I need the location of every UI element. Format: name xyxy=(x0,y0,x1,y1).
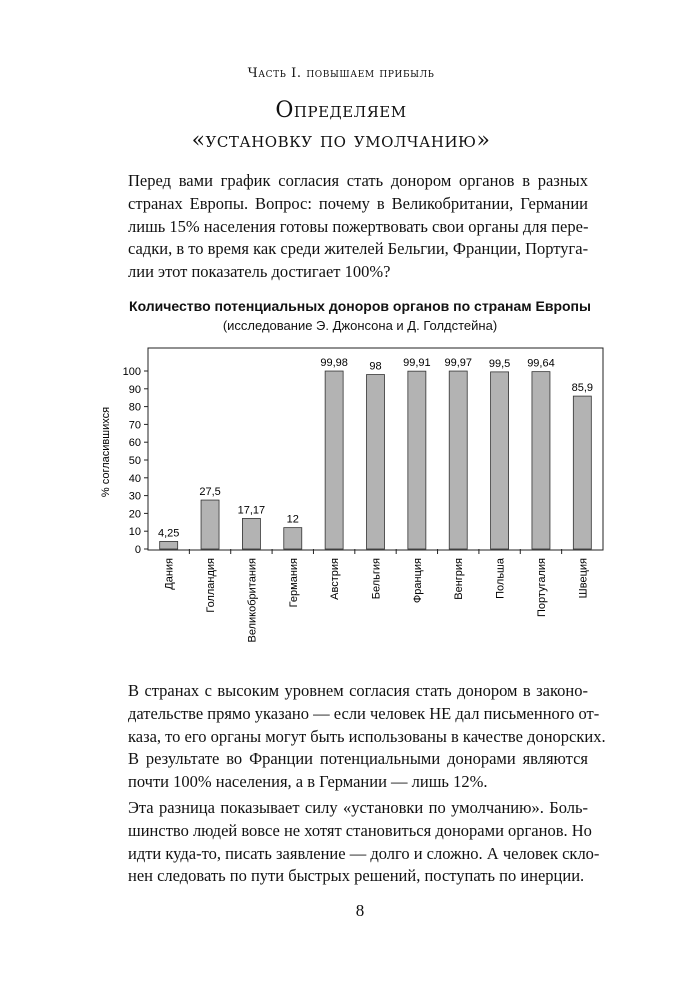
text-line: каза, то его органы могут быть использованы в качестве донорских. xyxy=(128,726,606,746)
text-line: почти 100% населения, а в Германии — лишь 12%. xyxy=(128,772,488,792)
category-label: Великобритания xyxy=(246,558,259,643)
paragraph-second xyxy=(128,680,606,794)
text-line: Эта разница показывает силу «установки по умолчанию». Боль- xyxy=(128,798,588,817)
y-tick-label: 10 xyxy=(128,526,141,539)
bar-value-label: 99,64 xyxy=(527,357,555,370)
bar-value-label: 17,17 xyxy=(237,504,266,517)
y-tick-label: 40 xyxy=(128,472,141,485)
y-tick-label: 0 xyxy=(134,544,141,556)
chart-subtitle: (исследование Э. Джонсона и Д. Голдстейна) xyxy=(222,318,498,333)
chapter-title-line2: «установку по умолчанию» xyxy=(191,128,491,153)
category-label: Франция xyxy=(411,558,424,604)
y-tick-label: 100 xyxy=(122,366,141,378)
text-line: странах Европы. Вопрос: почему в Великобритании, Германии xyxy=(128,193,588,213)
category-label: Польша xyxy=(494,558,507,599)
text-line: В результате во Франции потенциальными донорами являются xyxy=(128,749,588,769)
y-tick-label: 50 xyxy=(128,455,141,467)
y-tick-label: 60 xyxy=(128,437,141,450)
bar-value-label: 4,25 xyxy=(157,527,180,540)
text-line: шинство людей вовсе не хотят становиться донорами органов. Но xyxy=(128,820,592,840)
running-head: Часть I. повышаем прибыль xyxy=(247,66,435,81)
category-label: Австрия xyxy=(329,558,342,600)
paragraph-third xyxy=(128,797,600,888)
y-tick-label: 20 xyxy=(128,508,141,521)
bar-value-label: 85,9 xyxy=(571,382,594,395)
category-label: Германия xyxy=(287,558,300,608)
bar-value-label: 99,91 xyxy=(403,357,431,370)
y-tick-label: 90 xyxy=(128,383,141,396)
bar xyxy=(408,371,426,549)
category-label: Бельгия xyxy=(370,558,383,600)
bar-value-label: 27,5 xyxy=(199,486,221,499)
text-line: Перед вами график согласия стать донором органов в разных xyxy=(128,171,588,190)
category-label: Дания xyxy=(163,558,176,590)
paragraph-intro xyxy=(128,170,588,284)
y-tick-label: 80 xyxy=(128,401,141,414)
y-tick-label: 70 xyxy=(128,419,141,432)
text-line: садки, в то время как среди жителей Бельгии, Франции, Португа- xyxy=(128,239,589,259)
bars xyxy=(158,357,593,549)
category-label: Португалия xyxy=(535,558,548,617)
text-line: В странах с высоким уровнем согласия стать донором в законо- xyxy=(128,681,588,700)
bar xyxy=(532,372,550,549)
y-axis xyxy=(123,366,148,556)
bar-value-label: 99,98 xyxy=(320,357,348,370)
bar xyxy=(325,371,343,549)
text-line: лии этот показатель достигает 100%? xyxy=(128,262,391,282)
text-line: идти куда-то, писать заявление — долго и сложно. А человек скло- xyxy=(128,843,600,863)
y-axis-title: % согласившихся xyxy=(100,406,112,498)
bar-value-label: 99,97 xyxy=(444,357,472,370)
bar xyxy=(242,518,260,549)
category-label: Голландия xyxy=(205,558,218,613)
category-label: Венгрия xyxy=(453,558,466,600)
chart-title: Количество потенциальных доноров органов по странам Европы xyxy=(129,298,591,314)
bar xyxy=(201,500,219,549)
bar-chart xyxy=(95,340,615,660)
bar xyxy=(160,541,178,549)
bar xyxy=(491,372,509,549)
bar xyxy=(449,371,467,549)
bar xyxy=(367,375,385,549)
text-line: дательстве прямо указано — если человек НЕ дал письменного от- xyxy=(128,703,600,723)
text-line: лишь 15% населения готовы пожертвовать свои органы для пере- xyxy=(128,216,589,236)
y-tick-label: 30 xyxy=(128,490,141,503)
bar xyxy=(573,396,591,549)
bar xyxy=(284,528,302,549)
x-axis-labels xyxy=(164,549,590,642)
text-line: нен следовать по пути быстрых решений, поступать по инерции. xyxy=(128,866,585,886)
bar-value-label: 12 xyxy=(286,513,299,526)
chapter-title-line1: Определяем xyxy=(275,98,407,123)
bar-value-label: 98 xyxy=(369,360,382,373)
page-number: 8 xyxy=(355,901,365,920)
category-label: Швеция xyxy=(577,558,590,599)
bar-value-label: 99,5 xyxy=(488,357,511,370)
